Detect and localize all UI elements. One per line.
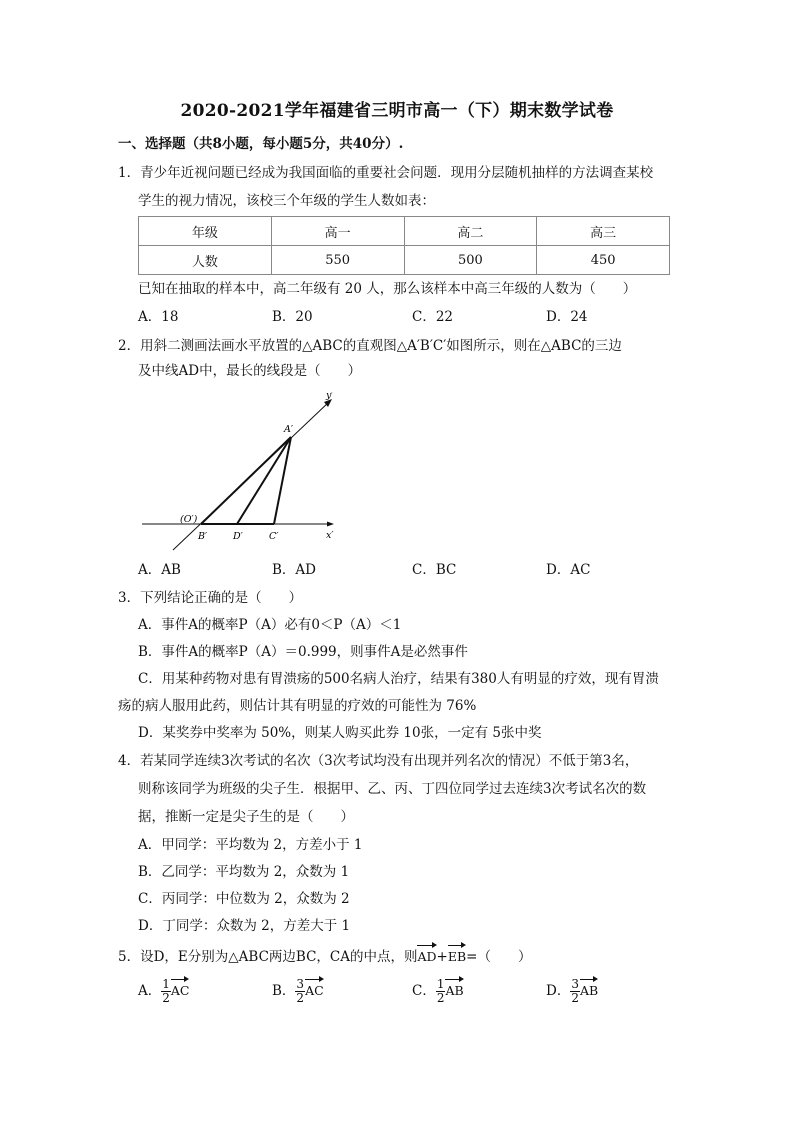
q3-line1: 3．下列结论正确的是（ ） (118, 590, 303, 606)
fraction-denominator: 2 (162, 991, 170, 1005)
fraction-numerator: 3 (571, 977, 579, 991)
oblique-projection-figure (140, 392, 350, 552)
q1-line1: 1．青少年近视问题已经成为我国面临的重要社会问题．现用分层随机抽样的方法调查某校 (118, 165, 654, 181)
label-d: D′ (233, 531, 243, 542)
fraction-denominator: 2 (296, 991, 305, 1005)
table-cell: 450 (537, 246, 670, 275)
q5-plus: + (436, 949, 448, 965)
fraction-denominator: 2 (571, 991, 579, 1005)
q4-line1: 4．若某同学连续3次考试的名次（3次考试均没有出现并列名次的情况）不低于第3名， (118, 753, 639, 769)
label-origin: (O′) (180, 514, 198, 525)
q4-option-a: A．甲同学：平均数为 2，方差小于 1 (138, 837, 363, 853)
section-heading: 一、选择题（共8小题，每小题5分，共40分）. (118, 136, 404, 152)
q1-line2: 学生的视力情况，该校三个年级的学生人数如表： (138, 193, 435, 209)
table-cell: 年级 (139, 217, 272, 246)
q5-option-b (272, 977, 324, 1005)
q1-option-a: A．18 (138, 309, 179, 325)
label-y: y′ (326, 392, 334, 401)
table-cell: 高二 (404, 217, 537, 246)
fraction (161, 978, 171, 1005)
table-cell: 高三 (537, 217, 670, 246)
q1-option-b: B．20 (272, 309, 313, 325)
q5-option-a (138, 977, 189, 1005)
q2-option-a: A．AB (138, 562, 181, 578)
fraction-numerator: 3 (296, 977, 305, 991)
q1-option-c: C．22 (412, 309, 454, 325)
grade-table (138, 216, 670, 275)
q4-line2: 则称该同学为班级的尖子生．根据甲、乙、丙、丁四位同学过去连续3次考试名次的数 (138, 781, 647, 797)
q3-option-a: A．事件A的概率P（A）必有0＜P（A）＜1 (138, 617, 402, 633)
q3-option-b: B．事件A的概率P（A）＝0.999，则事件A是必然事件 (138, 644, 468, 660)
fraction-denominator: 2 (436, 991, 445, 1005)
option-label: B． (272, 983, 296, 999)
option-label: C． (412, 983, 436, 999)
q2-option-b: B．AD (272, 562, 316, 578)
fraction (295, 978, 305, 1005)
q5-option-c (412, 977, 464, 1005)
vector-ac: AC (305, 977, 324, 1000)
q2-option-c: C．BC (412, 562, 457, 578)
table-cell: 高一 (271, 217, 404, 246)
vector-ab: AB (580, 977, 598, 1000)
q4-option-c: C．丙同学：中位数为 2，众数为 2 (138, 891, 350, 907)
table-cell: 500 (404, 246, 537, 275)
table-row (139, 217, 670, 246)
q5-suffix: =（ ） (466, 949, 532, 965)
vector-ac: AC (171, 977, 190, 1000)
q4-option-d: D．丁同学：众数为 2，方差大于 1 (138, 918, 351, 934)
label-a: A′ (284, 424, 294, 435)
vector-eb: EB (448, 943, 466, 966)
x-axis-arrow (327, 522, 334, 527)
option-label: D． (546, 983, 571, 999)
exam-title: 2020-2021学年福建省三明市高一（下）期末数学试卷 (180, 101, 614, 121)
fraction-numerator: 1 (436, 977, 445, 991)
vector-ab: AB (445, 977, 463, 1000)
fraction-numerator: 1 (162, 977, 170, 991)
q3-option-d: D．某奖券中奖率为 50%，则某人购买此券 10张，一定有 5张中奖 (138, 725, 542, 741)
q2-line2: 及中线AD中，最长的线段是（ ） (138, 363, 362, 379)
option-label: A． (138, 983, 162, 999)
table-cell: 550 (271, 246, 404, 275)
q4-line3: 据，推断一定是尖子生的是（ ） (138, 809, 354, 825)
q5-stem (118, 943, 531, 966)
q1-option-d: D．24 (546, 309, 588, 325)
label-b: B′ (198, 531, 208, 542)
fraction (570, 978, 580, 1005)
q5-option-d (546, 977, 598, 1005)
q4-option-b: B．乙同学：平均数为 2，众数为 1 (138, 864, 350, 880)
vector-ad: AD (417, 943, 436, 966)
q1-line3: 已知在抽取的样本中，高二年级有 20 人，那么该样本中高三年级的人数为（ ） (138, 281, 637, 297)
label-c: C′ (269, 531, 279, 542)
q2-line1: 2．用斜二测画法画水平放置的△ABC的直观图△A′B′C′如图所示，则在△ABC的三边 (118, 338, 622, 354)
table-row (139, 246, 670, 275)
label-x: x′ (326, 530, 334, 541)
q3-option-c-line2: 疡的病人服用此药，则估计其有明显的疗效的可能性为 76% (118, 698, 477, 714)
q3-option-c-line1: C．用某种药物对患有胃溃疡的500名病人治疗，结果有380人有明显的疗效，现有胃溃 (138, 671, 659, 687)
q5-prefix: 5．设D，E分别为△ABC两边BC，CA的中点，则 (118, 949, 418, 965)
q2-option-d: D．AC (546, 562, 591, 578)
table-cell: 人数 (139, 246, 272, 275)
